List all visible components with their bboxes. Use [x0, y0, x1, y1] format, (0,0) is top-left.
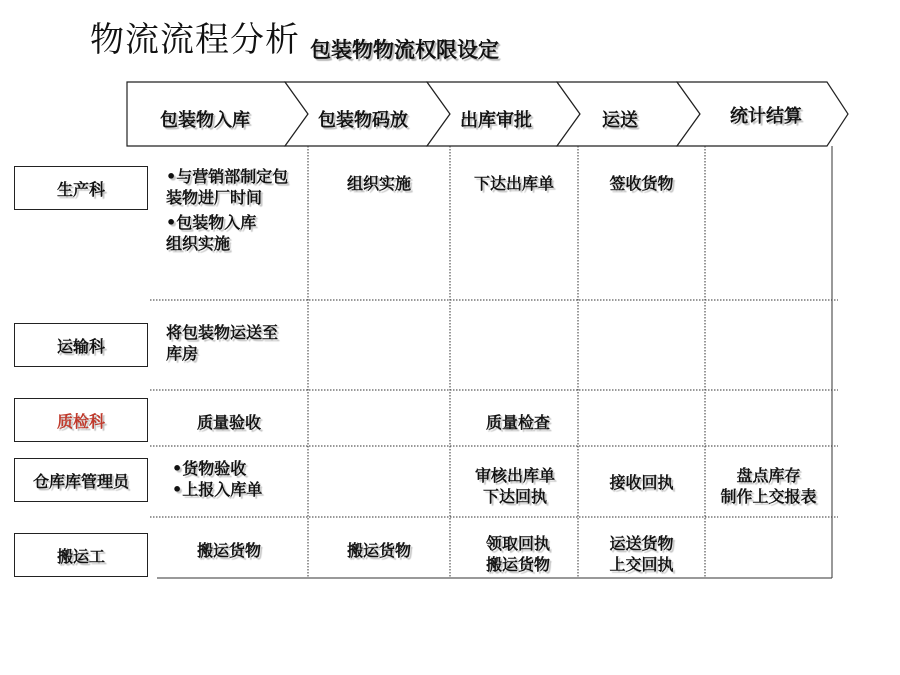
cell-warehouse-transport: 接收回执	[609, 473, 674, 492]
step-label-2: 包装物码放	[318, 110, 408, 131]
cell-quality-approval: 质量检查	[485, 413, 550, 432]
step-label-4: 运送	[602, 110, 638, 131]
page-subtitle: 包装物物流权限设定	[310, 38, 499, 62]
page-title: 物流流程分析	[90, 20, 300, 60]
cell-warehouse-receiving: •货物验收 •上报入库单	[172, 459, 263, 499]
role-porter: 搬运工	[14, 533, 148, 577]
cell-production-transport: 签收货物	[609, 174, 674, 193]
cell-production-receiving: •与营销部制定包 装物进厂时间 •包装物入库 组织实施	[166, 167, 289, 253]
role-warehouse-manager: 仓库库管理员	[14, 458, 148, 502]
step-label-5: 统计结算	[730, 106, 802, 127]
cell-porter-transport: 运送货物 上交回执	[609, 534, 674, 574]
cell-porter-receiving: 搬运货物	[196, 541, 261, 560]
role-transport-dept: 运输科	[14, 323, 148, 367]
cell-quality-receiving: 质量验收	[196, 413, 261, 432]
step-label-3: 出库审批	[460, 110, 532, 131]
cell-warehouse-approval: 审核出库单 下达回执	[474, 466, 555, 506]
role-quality-inspection: 质检科	[14, 398, 148, 442]
step-label-1: 包装物入库	[160, 110, 250, 131]
cell-production-approval: 下达出库单	[473, 174, 554, 193]
cell-porter-stacking: 搬运货物	[346, 541, 411, 560]
cell-transport-receiving: 将包装物运送至 库房	[166, 323, 279, 363]
cell-production-stacking: 组织实施	[346, 174, 411, 193]
cell-porter-approval: 领取回执 搬运货物	[485, 534, 550, 574]
cell-warehouse-settlement: 盘点库存 制作上交报表	[720, 466, 817, 506]
role-production: 生产科	[14, 166, 148, 210]
